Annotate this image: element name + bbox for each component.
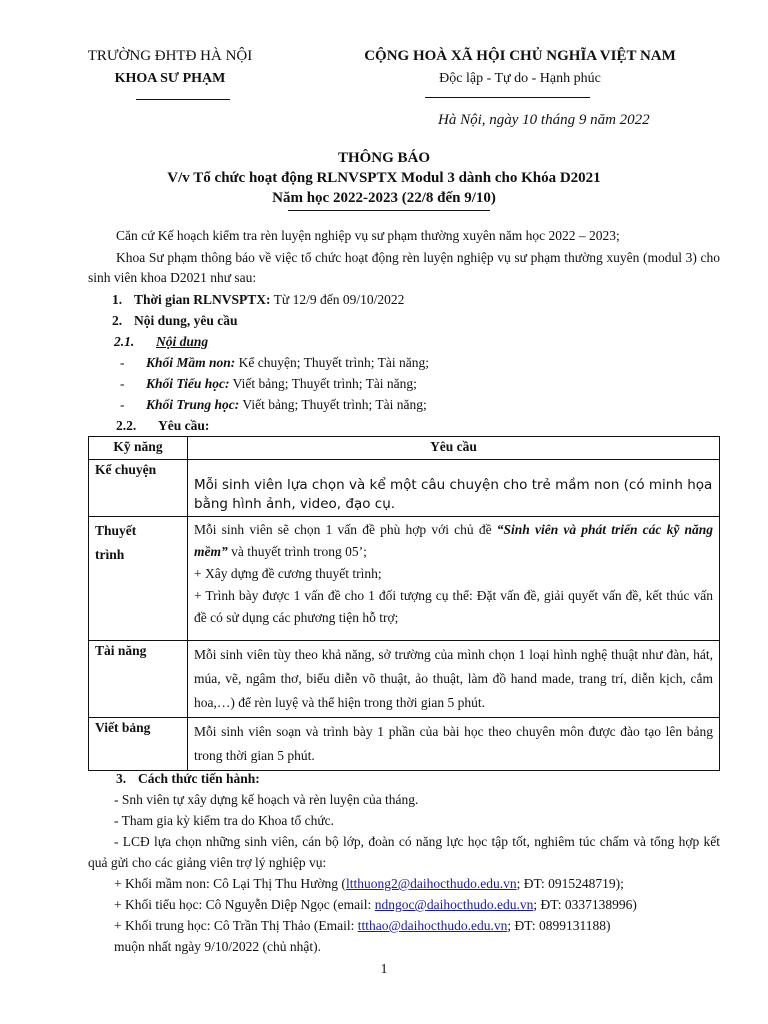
contact-line (114, 894, 637, 915)
header-left-underline (136, 99, 230, 100)
procedure-line: - Tham gia kỳ kiểm tra do Khoa tổ chức. (114, 813, 335, 828)
skill-cell: Tài năng (89, 641, 188, 718)
contact-email-link[interactable]: ndngoc@daihocthudo.edu.vn (374, 897, 534, 912)
requirement-text-b: và thuyết trình trong 05’; (227, 544, 367, 559)
section-3-number: 3. (116, 771, 127, 786)
nation-name: CỘNG HOÀ XÃ HỘI CHỦ NGHĨA VIỆT NAM (364, 48, 676, 64)
item-label: Khối Tiểu học: (146, 376, 230, 391)
contact-prefix: + Khối mầm non: Cô Lại Thị Thu Hường ( (114, 876, 346, 891)
item-dash: - (120, 355, 125, 370)
contact-prefix: + Khối tiểu học: Cô Nguyễn Diệp Ngọc (email: (114, 897, 375, 912)
skill-cell: Viết bảng (89, 718, 188, 771)
item-value: Viết bảng; Thuyết trình; Tài năng; (229, 376, 417, 391)
section-2-2-label: Yêu cầu: (158, 418, 210, 433)
column-header-skill: Kỹ năng (89, 437, 188, 460)
item-label: Khối Mầm non: (146, 355, 236, 370)
section-2-1-label: Nội dung (156, 334, 209, 349)
deadline-line: muộn nhất ngày 9/10/2022 (chủ nhật). (114, 939, 321, 954)
content-item (120, 373, 417, 394)
skill-cell (89, 517, 188, 641)
requirement-text-a: Mỗi sinh viên sẽ chọn 1 vấn đề phù hợp với chủ đề (194, 522, 497, 537)
requirements-table (88, 436, 720, 771)
header-right-underline (425, 97, 590, 98)
requirement-cell (188, 517, 720, 641)
title-underline (288, 210, 490, 211)
header-right (325, 44, 715, 90)
content-item (120, 352, 429, 373)
requirement-point: + Trình bày được 1 vấn đề cho 1 đối tượng cụ thể: Đặt vấn đề, giải quyết vấn đề, kết thúc vấn đề có sử dụng các phương tiện hỗ trợ; (194, 588, 713, 625)
department-name: KHOA SƯ PHẠM (114, 71, 226, 86)
section-2-number: 2. (112, 313, 123, 328)
section-3 (116, 768, 260, 789)
table-row (89, 718, 720, 771)
contact-email-link[interactable]: ltthuong2@daihocthudo.edu.vn (345, 876, 517, 891)
requirement-text: Mỗi sinh viên lựa chọn và kể một câu chuyện cho trẻ mầm non (có minh họa bằng hình ảnh, video, đạo cụ. (194, 477, 713, 512)
skill-cell: Kể chuyện (89, 460, 188, 517)
requirement-cell (188, 718, 720, 771)
item-value: Viết bảng; Thuyết trình; Tài năng; (239, 397, 427, 412)
content-item (120, 394, 427, 415)
intro-paragraph-1: Căn cứ Kế hoạch kiểm tra rèn luyện nghiệp vụ sư phạm thường xuyên năm học 2022 – 2023; (116, 228, 620, 243)
school-name: TRƯỜNG ĐHTĐ HÀ NỘI (87, 48, 253, 64)
section-3-label: Cách thức tiến hành: (138, 771, 260, 786)
requirement-point: + Xây dựng đề cương thuyết trình; (194, 566, 382, 581)
procedure-line: - LCĐ lựa chọn những sinh viên, cán bộ lớp, đoàn có năng lực học tập tốt, nghiêm túc chấm và tổng hợp kết quả gửi cho các giảng viên trợ lý nghiệp vụ: (88, 834, 720, 870)
requirement-emphasis: “Sinh viên và phát triển các kỹ năng mềm” (194, 522, 714, 559)
title-line-1: THÔNG BÁO (337, 150, 431, 166)
section-1-label: Thời gian RLNVSPTX: (134, 292, 271, 307)
section-2-2-number: 2.2. (116, 418, 137, 433)
item-dash: - (120, 376, 125, 391)
column-header-requirement: Yêu cầu (188, 437, 720, 460)
table-header-row (89, 437, 720, 460)
table-row (89, 641, 720, 718)
procedure-line: - Snh viên tự xây dựng kế hoạch và rèn luyện của tháng. (114, 792, 419, 807)
requirement-text: Mỗi sinh viên soạn và trình bày 1 phần của bài học theo chuyên môn được đào tạo lên bảng trong thời gian 5 phút. (194, 724, 713, 763)
skill-text: Thuyết trình (95, 523, 137, 562)
title-line-2: V/v Tổ chức hoạt động RLNVSPTX Modul 3 dành cho Khóa D2021 (167, 170, 601, 186)
section-2-2 (116, 415, 209, 436)
item-dash: - (120, 397, 125, 412)
contact-suffix: ; ĐT: 0337138996) (533, 897, 637, 912)
contact-prefix: + Khối trung học: Cô Trần Thị Thảo (Email: (114, 918, 358, 933)
section-1 (112, 289, 404, 310)
nation-motto: Độc lập - Tự do - Hạnh phúc (439, 71, 601, 86)
table-row (89, 517, 720, 641)
requirement-text: Mỗi sinh viên tùy theo khả năng, sở trường của mình chọn 1 loại hình nghệ thuật như đàn, hát, múa, vẽ, ngâm thơ, biểu diễn võ thuật, ảo thuật, làm đồ hand made, trang trí, diễn kịch, cắm hoa,…) để rèn luyệ và thể hiện trong thời gian 5 phút. (194, 647, 713, 710)
section-2-1-number: 2.1. (114, 334, 135, 349)
section-2-label: Nội dung, yêu cầu (134, 313, 238, 328)
requirement-cell (188, 460, 720, 517)
contact-suffix: ; ĐT: 0899131188) (507, 918, 611, 933)
requirement-cell (188, 641, 720, 718)
contact-email-link[interactable]: ttthao@daihocthudo.edu.vn (357, 918, 508, 933)
page-number: 1 (380, 962, 388, 977)
intro-paragraph-2: Khoa Sư phạm thông báo về việc tổ chức hoạt động rèn luyện nghiệp vụ sư phạm thường xuyên (modul 3) cho sinh viên khoa D2021 như sau: (88, 250, 720, 285)
contact-line (114, 915, 610, 936)
contact-line (114, 873, 624, 894)
header-left (60, 44, 280, 90)
item-label: Khối Trung học: (146, 397, 240, 412)
contact-suffix: ; ĐT: 0915248719); (516, 876, 624, 891)
title-line-3: Năm học 2022-2023 (22/8 đến 9/10) (272, 190, 496, 206)
section-2 (112, 310, 238, 331)
section-1-value: Từ 12/9 đến 09/10/2022 (270, 292, 405, 307)
item-value: Kể chuyện; Thuyết trình; Tài năng; (235, 355, 429, 370)
section-2-1 (114, 331, 208, 352)
document-date: Hà Nội, ngày 10 tháng 9 năm 2022 (438, 112, 650, 128)
table-row (89, 460, 720, 517)
document-title (0, 148, 768, 208)
requirement-text (194, 519, 713, 563)
section-1-number: 1. (112, 292, 123, 307)
